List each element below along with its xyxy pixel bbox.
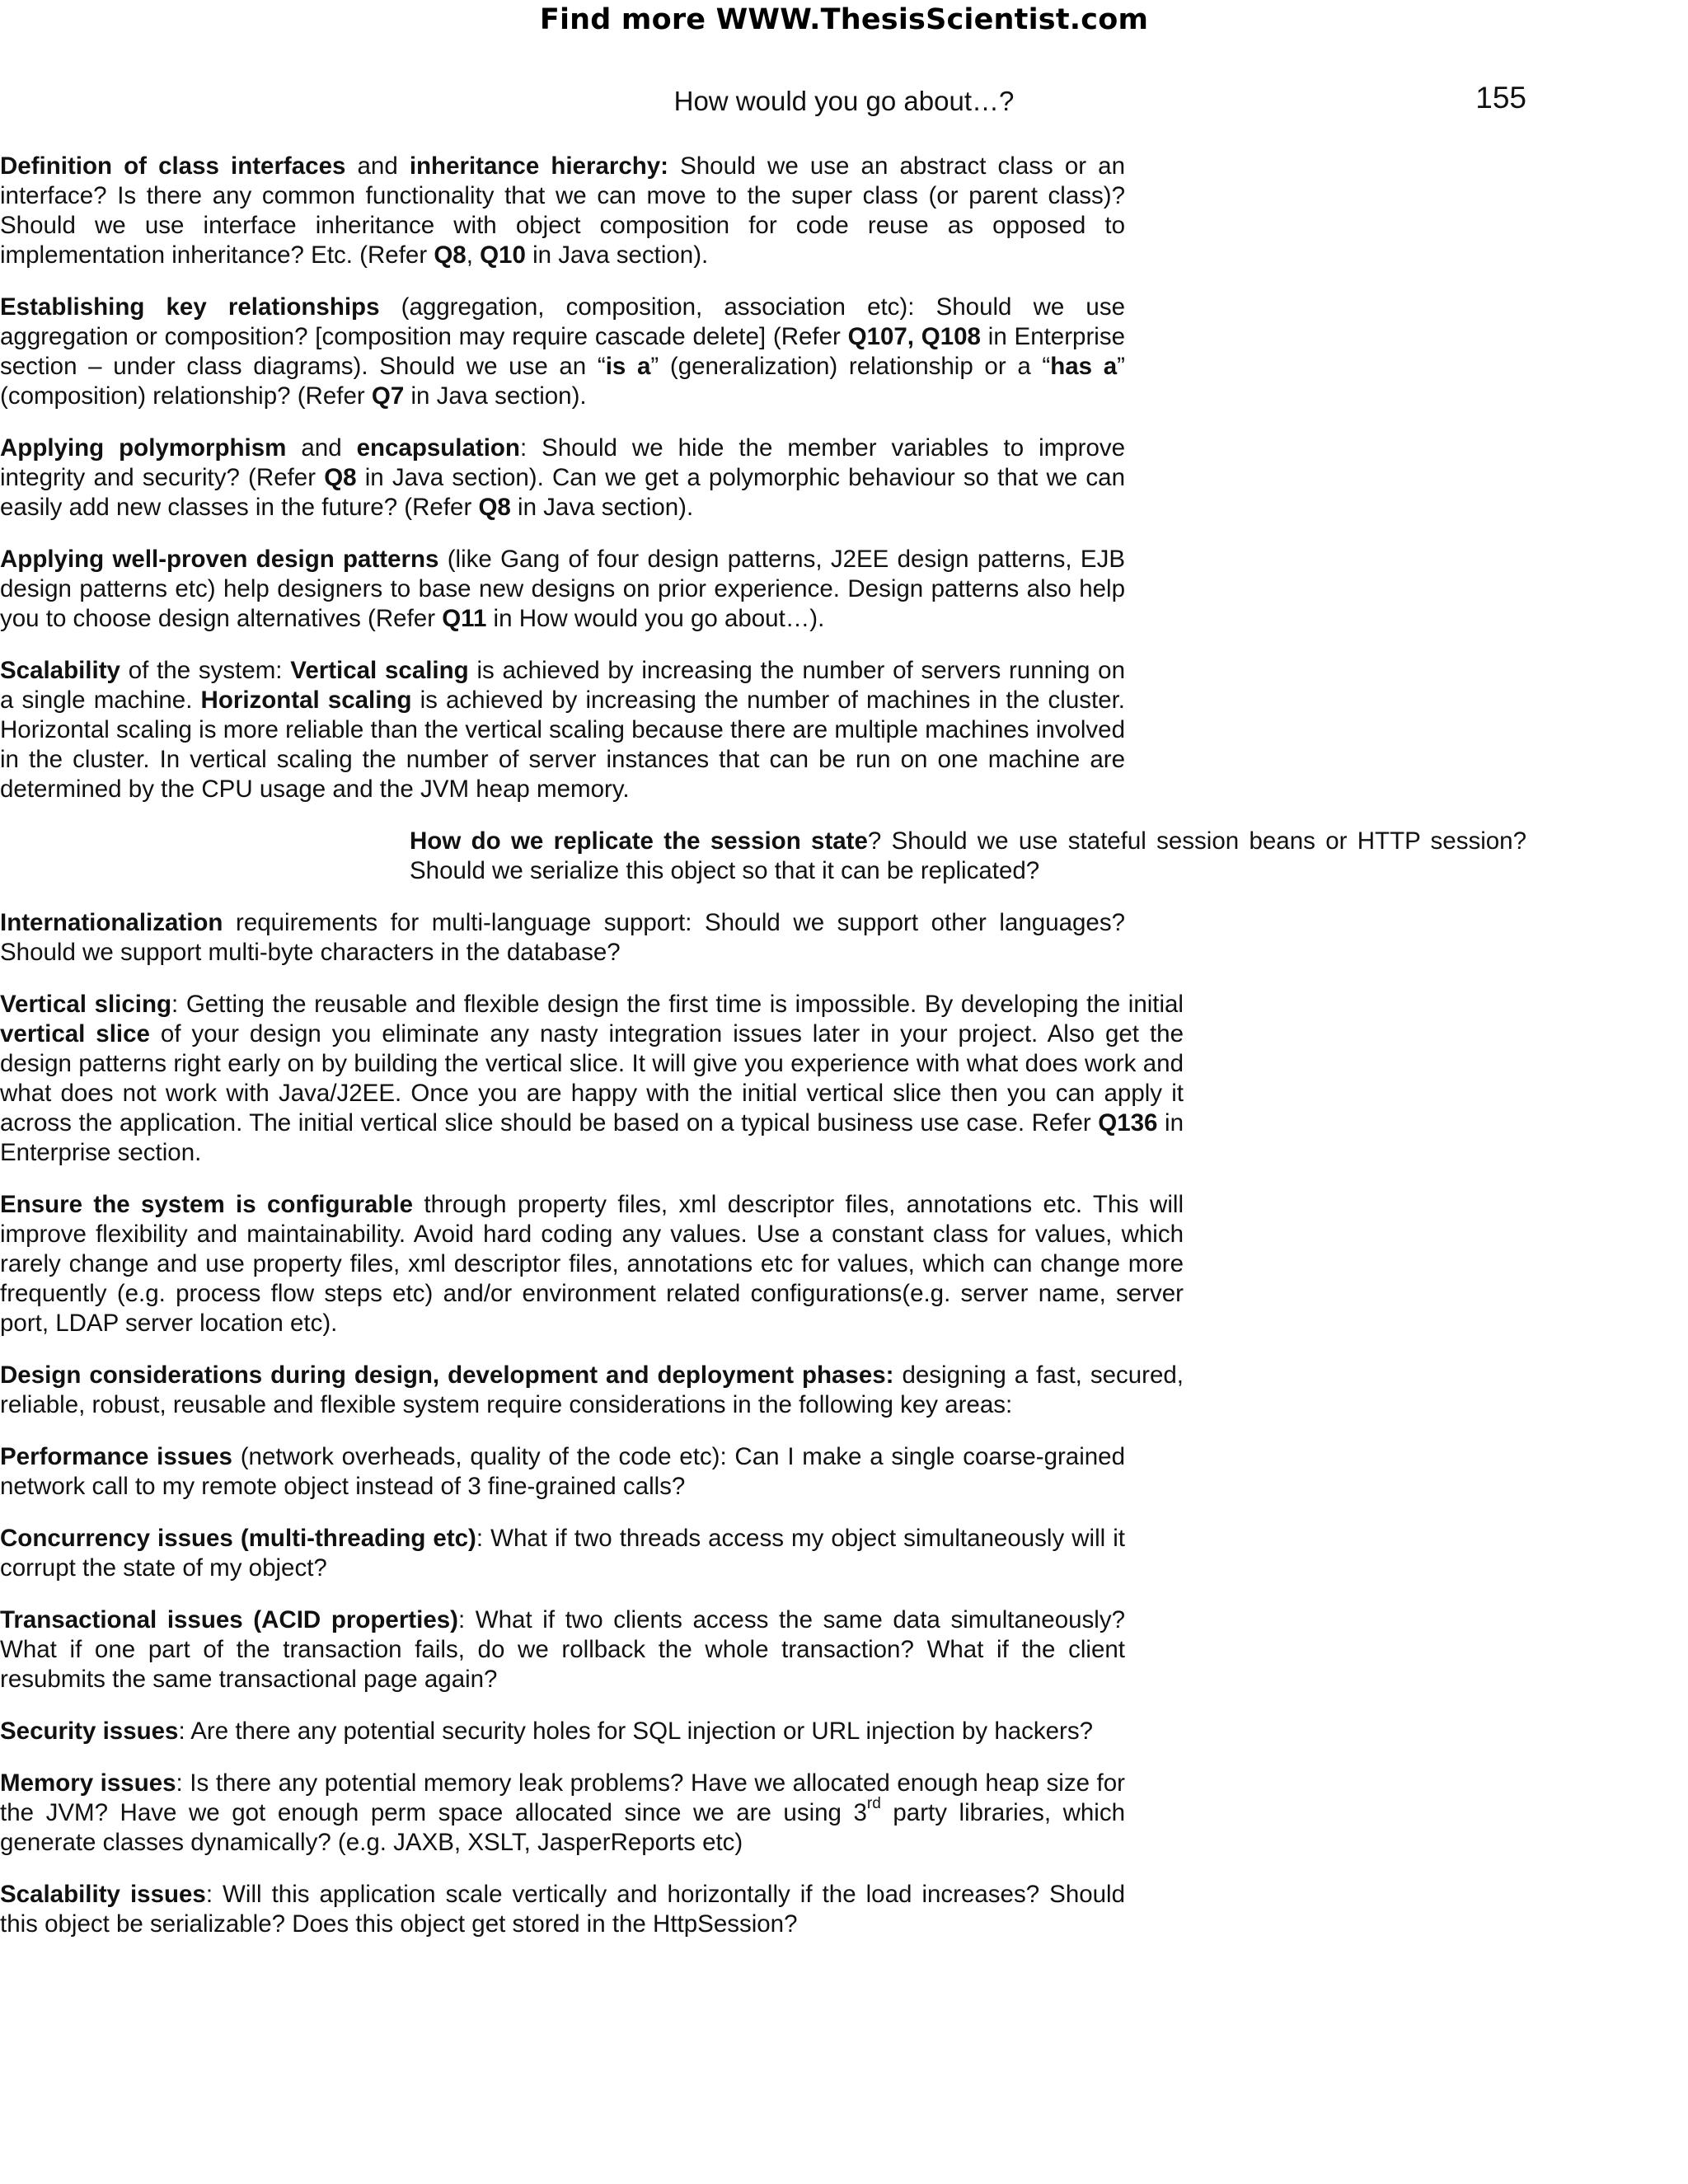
- page-body: [0, 152, 1688, 1939]
- paragraph-text: ,: [466, 241, 481, 269]
- paragraph-vertical-slicing: [0, 990, 1184, 1168]
- bold-term: Ensure the system is configurable: [0, 1191, 414, 1218]
- bold-term: Horizontal scaling: [200, 687, 412, 714]
- paragraph-text: (network overheads, quality of the code etc): Can I make a single coarse-grained network call to my remote object instead of 3 fine-grained calls?: [0, 1443, 1125, 1500]
- bold-term: Concurrency issues (multi-threading etc): [0, 1525, 476, 1552]
- paragraph-polymorphism: [0, 434, 1125, 523]
- question-reference: Q11: [442, 605, 487, 632]
- question-reference: Q8: [324, 464, 357, 491]
- paragraph-text: in Java section).: [404, 382, 587, 410]
- paragraph-text: (aggregation, composition, association etc): Should we use aggregation or composition? [composition may require cascade delete] (Refer: [0, 293, 1125, 350]
- site-banner: Find more WWW.ThesisScientist.com: [539, 3, 1149, 36]
- paragraph-text: in Java section). Can we get a polymorphic behaviour so that we can easily add new classes in the future? (Refer: [0, 464, 1125, 521]
- paragraph-text: of the system:: [120, 657, 291, 684]
- paragraph-scalability: [0, 656, 1125, 804]
- paragraph-text: in Enterprise section – under class diagrams). Should we use an “: [0, 323, 1125, 380]
- paragraph-text: requirements for multi-language support: Should we support other languages? Should we support multi-byte characters in the database?: [0, 909, 1125, 966]
- paragraph-text: : Getting the reusable and flexible design the first time is impossible. By developing the initial: [171, 991, 1184, 1018]
- bold-term: Applying polymorphism: [0, 434, 287, 462]
- paragraph-text: (like Gang of four design patterns, J2EE design patterns, EJB design patterns etc) help designers to base new designs on prior experience. Design patterns also help you to choose design alternatives (Refer: [0, 546, 1125, 632]
- paragraph-text: through property files, xml descriptor files, annotations etc. This will improve flexibility and maintainability. Avoid hard coding any values. Use a constant class for values, which rarely change and use property files, xml descriptor files, annotations etc for values, which can change more frequently (e.g. process flow steps etc) and/or environment related configurations(e.g. server name, server port, LDAP server location etc).: [0, 1191, 1184, 1337]
- bold-term: vertical slice: [0, 1020, 150, 1047]
- paragraph-internationalization: [0, 908, 1125, 968]
- bold-term: is a: [605, 353, 651, 380]
- paragraph-session-state: [410, 827, 1526, 886]
- page-number: 155: [1475, 81, 1526, 115]
- paragraph-text: : Is there any potential memory leak problems? Have we allocated enough heap size for the JVM? Have we got enough perm space allocated since we are using 3: [0, 1769, 1125, 1826]
- bold-term: Scalability issues: [0, 1881, 206, 1908]
- paragraph-text: and: [286, 434, 357, 462]
- paragraph-text: Should we use an abstract class or an interface? Is there any common functionality that we can move to the super class (or parent class)? Should we use interface inheritance with object composition for code reuse as opposed to implementation inheritance? Etc. (Refer: [0, 152, 1125, 269]
- paragraph-transactional-issues: [0, 1605, 1125, 1694]
- paragraph-text: : Are there any potential security holes for SQL injection or URL injection by hackers?: [178, 1718, 1094, 1745]
- bold-term: Vertical slicing: [0, 991, 172, 1018]
- bold-term: Scalability: [0, 657, 120, 684]
- paragraph-text: in Java section).: [525, 241, 709, 269]
- bold-term: Security issues: [0, 1718, 179, 1745]
- paragraph-text: in Java section).: [510, 494, 694, 521]
- paragraph-text: : What if two threads access my object simultaneously will it corrupt the state of my object?: [0, 1525, 1125, 1582]
- paragraph-text: designing a fast, secured, reliable, robust, reusable and flexible system require considerations in the following key areas:: [0, 1361, 1184, 1418]
- bold-term: How do we replicate the session state: [410, 827, 868, 855]
- bold-term: Definition of class interfaces: [0, 152, 346, 180]
- paragraph-text: ” (composition) relationship? (Refer: [0, 353, 1125, 410]
- bold-term: inheritance hierarchy:: [409, 152, 668, 180]
- question-reference: Q107, Q108: [847, 323, 981, 350]
- paragraph-security-issues: [0, 1717, 1125, 1746]
- bold-term: encapsulation: [356, 434, 520, 462]
- bold-term: Establishing key relationships: [0, 293, 380, 321]
- question-reference: Q7: [371, 382, 405, 410]
- bold-term: Performance issues: [0, 1443, 232, 1470]
- paragraph-text: : What if two clients access the same data simultaneously? What if one part of the transaction fails, do we rollback the whole transaction? What if the client resubmits the same transactional page again?: [0, 1606, 1125, 1693]
- question-reference: Q8: [434, 241, 467, 269]
- paragraph-text: in Enterprise section.: [0, 1109, 1184, 1166]
- bold-term: Transactional issues (ACID properties): [0, 1606, 458, 1633]
- paragraph-configurable: [0, 1190, 1184, 1338]
- bold-term: Memory issues: [0, 1769, 176, 1797]
- superscript: rd: [866, 1795, 881, 1813]
- bold-term: Applying well-proven design patterns: [0, 546, 439, 573]
- question-reference: Q8: [478, 494, 511, 521]
- paragraph-text: : Should we hide the member variables to improve integrity and security? (Refer: [0, 434, 1126, 491]
- paragraph-design-considerations: [0, 1361, 1184, 1420]
- paragraph-text: party libraries, which generate classes dynamically? (e.g. JAXB, XSLT, JasperReports etc): [0, 1799, 1125, 1856]
- paragraph-text: ” (generalization) relationship or a “: [650, 353, 1051, 380]
- paragraph-text: in How would you go about…).: [486, 605, 825, 632]
- paragraph-text: of your design you eliminate any nasty integration issues later in your project. Also get the design patterns right early on by building the vertical slice. It will give you experience with what does work and what does not work with Java/J2EE. Once you are happy with the initial vertical slice then you can apply it across the application. The initial vertical slice should be based on a typical business use case. Refer: [0, 1020, 1184, 1137]
- paragraph-text: and: [345, 152, 410, 180]
- paragraph-text: is achieved by increasing the number of machines in the cluster. Horizontal scaling is more reliable than the vertical scaling because there are multiple machines involved in the cluster. In vertical scaling the number of server instances that can be run on one machine are determined by the CPU usage and the JVM heap memory.: [0, 687, 1125, 803]
- paragraph-key-relationships: [0, 293, 1125, 411]
- question-reference: Q136: [1098, 1109, 1158, 1137]
- paragraph-design-patterns: [0, 545, 1125, 634]
- paragraph-text: ? Should we use stateful session beans or HTTP session? Should we serialize this object so that it can be replicated?: [410, 827, 1526, 884]
- bold-term: Vertical scaling: [290, 657, 469, 684]
- bold-term: has a: [1050, 353, 1118, 380]
- question-reference: Q10: [480, 241, 526, 269]
- paragraph-scalability-issues: [0, 1880, 1125, 1939]
- paragraph-class-interfaces: [0, 152, 1125, 270]
- running-head: How would you go about…?: [673, 86, 1015, 116]
- paragraph-concurrency-issues: [0, 1524, 1125, 1583]
- paragraph-performance-issues: [0, 1442, 1125, 1502]
- paragraph-memory-issues: [0, 1769, 1125, 1858]
- paragraph-text: is achieved by increasing the number of servers running on a single machine.: [0, 657, 1125, 714]
- bold-term: Design considerations during design, development and deployment phases:: [0, 1361, 894, 1389]
- paragraph-text: : Will this application scale vertically and horizontally if the load increases? Should this object be serializable? Does this object get stored in the HttpSession?: [0, 1881, 1125, 1938]
- bold-term: Internationalization: [0, 909, 223, 936]
